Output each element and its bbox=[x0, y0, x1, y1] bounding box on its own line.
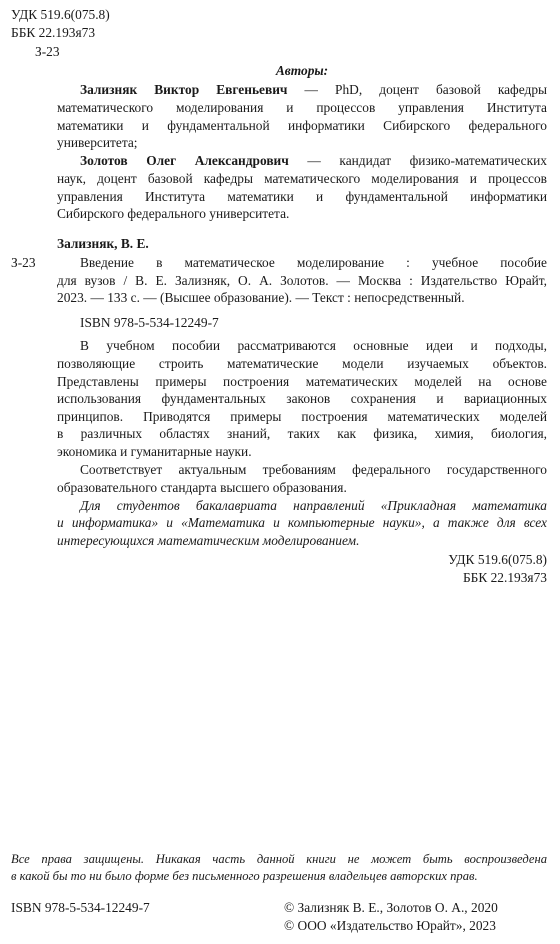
author1-desc-3: университета; bbox=[57, 135, 138, 150]
abstract-p1-line-4: принципов. Приводятся примеры построения математических моделей bbox=[57, 409, 547, 424]
catalog-author: Зализняк, В. Е. bbox=[57, 236, 149, 251]
abstract-p1-line-5: в различных областях знаний, таких как физика, химия, биология, bbox=[57, 426, 547, 441]
author2-first-line bbox=[80, 152, 547, 169]
author1-desc-2: математики и фундаментальной информатики Сибирского федерального bbox=[57, 118, 547, 133]
abstract-p3-line-1: и информатика» и «Математика и компьютерные науки», а также для всех bbox=[57, 515, 547, 530]
footer-copyright-2: © ООО «Издательство Юрайт», 2023 bbox=[284, 918, 496, 933]
classification-bbk: ББК 22.193я73 bbox=[462, 570, 547, 585]
catalog-line-1: для вузов / В. Е. Зализняк, О. А. Золотов. — Москва : Издательство Юрайт, bbox=[57, 273, 547, 288]
author2-desc-3: Сибирского федерального университета. bbox=[57, 206, 290, 221]
catalog-isbn: ISBN 978-5-534-12249-7 bbox=[80, 315, 219, 330]
author1-desc-0: — PhD, доцент базовой кафедры bbox=[287, 82, 548, 97]
abstract-p1-line-1: позволяющие строить математические модели изучаемых объектов. bbox=[57, 356, 547, 371]
header-code: З-23 bbox=[35, 44, 60, 59]
abstract-p3-line-0: Для студентов бакалавриата направлений «Прикладная математика bbox=[80, 498, 547, 513]
author1-desc-1: математического моделирования и процессов управления Института bbox=[57, 100, 547, 115]
rights-line-1: в какой бы то ни было форме без письменного разрешения владельцев авторских прав. bbox=[11, 869, 478, 883]
abstract-p1-line-2: Представлены примеры построения математических моделей на основе bbox=[57, 374, 547, 389]
author2-name: Золотов Олег Александрович bbox=[80, 153, 289, 168]
header-udk: УДК 519.6(075.8) bbox=[11, 7, 110, 22]
rights-line-0: Все права защищены. Никакая часть данной книги не может быть воспроизведена bbox=[11, 852, 547, 866]
author1-name: Зализняк Виктор Евгеньевич bbox=[80, 82, 288, 97]
abstract-p1-line-3: использования фундаментальных законов сохранения и вариационных bbox=[57, 391, 547, 406]
footer-copyright-1: © Зализняк В. Е., Золотов О. А., 2020 bbox=[284, 900, 498, 915]
classification-udk: УДК 519.6(075.8) bbox=[448, 552, 547, 567]
catalog-line-0: Введение в математическое моделирование : учебное пособие bbox=[80, 255, 547, 270]
author1-first-line bbox=[80, 81, 547, 98]
abstract-p2-line-0: Соответствует актуальным требованиям федерального государственного bbox=[80, 462, 547, 477]
abstract-p1-line-6: экономика и гуманитарные науки. bbox=[57, 444, 252, 459]
authors-heading: Авторы: bbox=[275, 63, 329, 78]
catalog-line-2: 2023. — 133 с. — (Высшее образование). — Текст : непосредственный. bbox=[57, 290, 465, 305]
author2-desc-1: наук, доцент базовой кафедры математического моделирования и процессов bbox=[57, 171, 547, 186]
header-bbk: ББК 22.193я73 bbox=[11, 25, 96, 40]
catalog-code: З-23 bbox=[11, 255, 36, 270]
author2-desc-2: управления Института математики и фундаментальной информатики bbox=[57, 189, 547, 204]
abstract-p1-line-0: В учебном пособии рассматриваются основные идеи и подходы, bbox=[80, 338, 547, 353]
footer-isbn: ISBN 978-5-534-12249-7 bbox=[11, 900, 150, 915]
abstract-p2-line-1: образовательного стандарта высшего образования. bbox=[57, 480, 347, 495]
abstract-p3-line-2: интересующихся математическим моделированием. bbox=[57, 533, 360, 548]
author2-desc-0: — кандидат физико-математических bbox=[288, 153, 547, 168]
